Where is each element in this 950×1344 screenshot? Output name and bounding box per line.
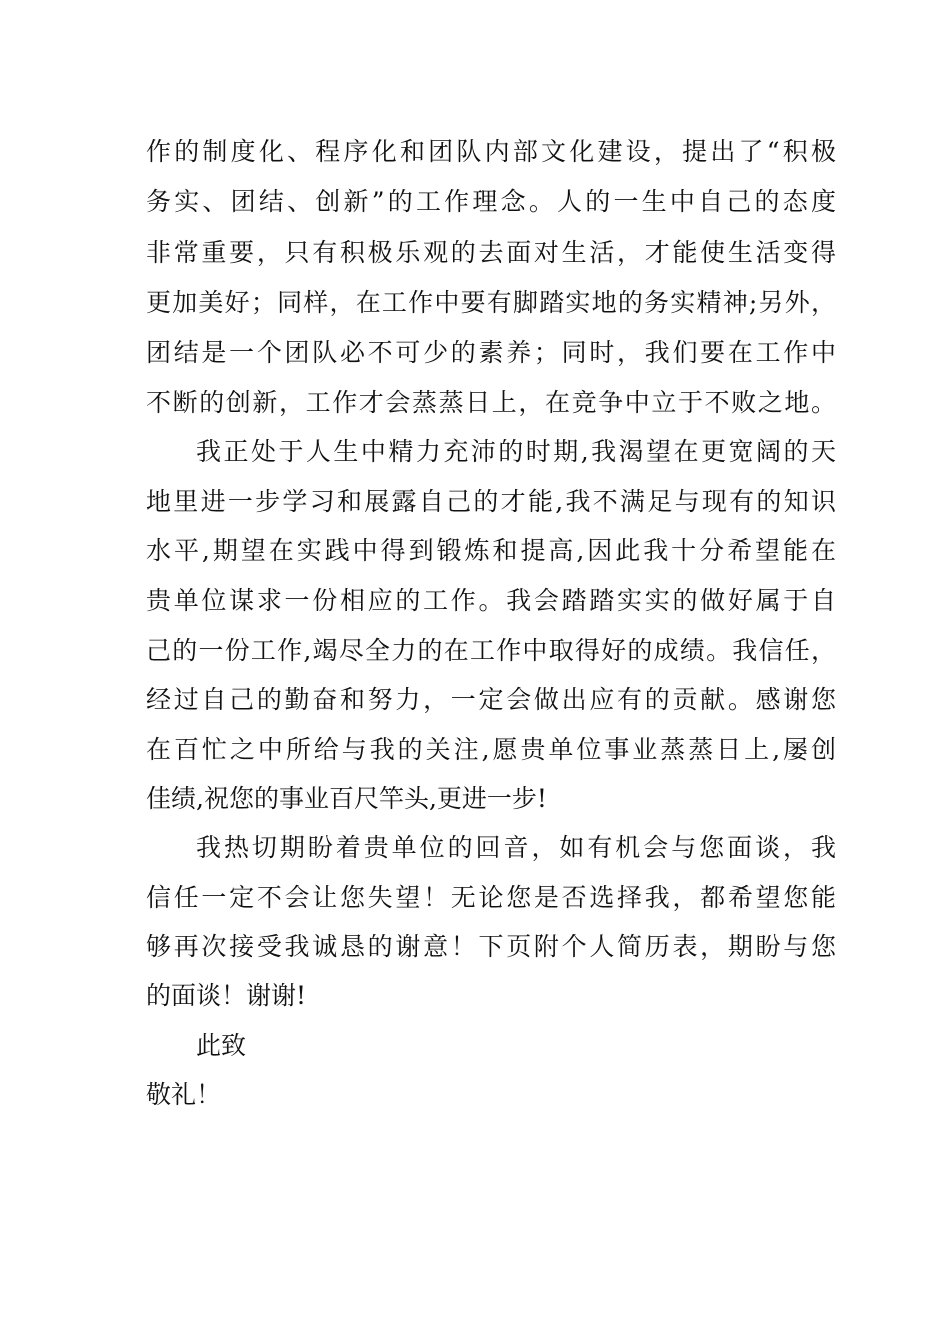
text-line: 经过自己的勤奋和努力，一定会做出应有的贡献。感谢您 (146, 685, 836, 714)
closing-regards: 敬礼！ (146, 1080, 222, 1109)
text-line: 水平,期望在实践中得到锻炼和提高,因此我十分希望能在 (146, 536, 836, 565)
text-line: 更加美好；同样，在工作中要有脚踏实地的务实精神;另外， (146, 288, 836, 317)
closing-salutation: 此致 (196, 1031, 247, 1060)
text-line: 非常重要，只有积极乐观的去面对生活，才能使生活变得 (146, 238, 836, 267)
text-line: 在百忙之中所给与我的关注,愿贵单位事业蒸蒸日上,屡创 (146, 735, 836, 764)
text-line: 佳绩,祝您的事业百尺竿头,更进一步! (146, 784, 547, 813)
text-line: 务实、团结、创新”的工作理念。人的一生中自己的态度 (146, 187, 836, 216)
text-line: 的面谈！谢谢! (146, 981, 307, 1010)
text-line: 地里进一步学习和展露自己的才能,我不满足与现有的知识 (146, 487, 836, 516)
text-line: 团结是一个团队必不可少的素养；同时，我们要在工作中 (146, 338, 836, 367)
text-line: 贵单位谋求一份相应的工作。我会踏踏实实的做好属于自 (146, 586, 836, 615)
text-line: 我正处于人生中精力充沛的时期,我渴望在更宽阔的天 (196, 437, 836, 466)
text-line: 不断的创新，工作才会蒸蒸日上，在竞争中立于不败之地。 (146, 388, 836, 417)
text-line: 信任一定不会让您失望！无论您是否选择我，都希望您能 (146, 883, 836, 912)
text-line: 作的制度化、程序化和团队内部文化建设，提出了“积极 (146, 137, 836, 166)
text-line: 己的一份工作,竭尽全力的在工作中取得好的成绩。我信任， (146, 636, 836, 665)
text-line: 够再次接受我诚恳的谢意！下页附个人简历表，期盼与您 (146, 932, 836, 961)
text-line: 我热切期盼着贵单位的回音，如有机会与您面谈，我 (196, 833, 836, 862)
